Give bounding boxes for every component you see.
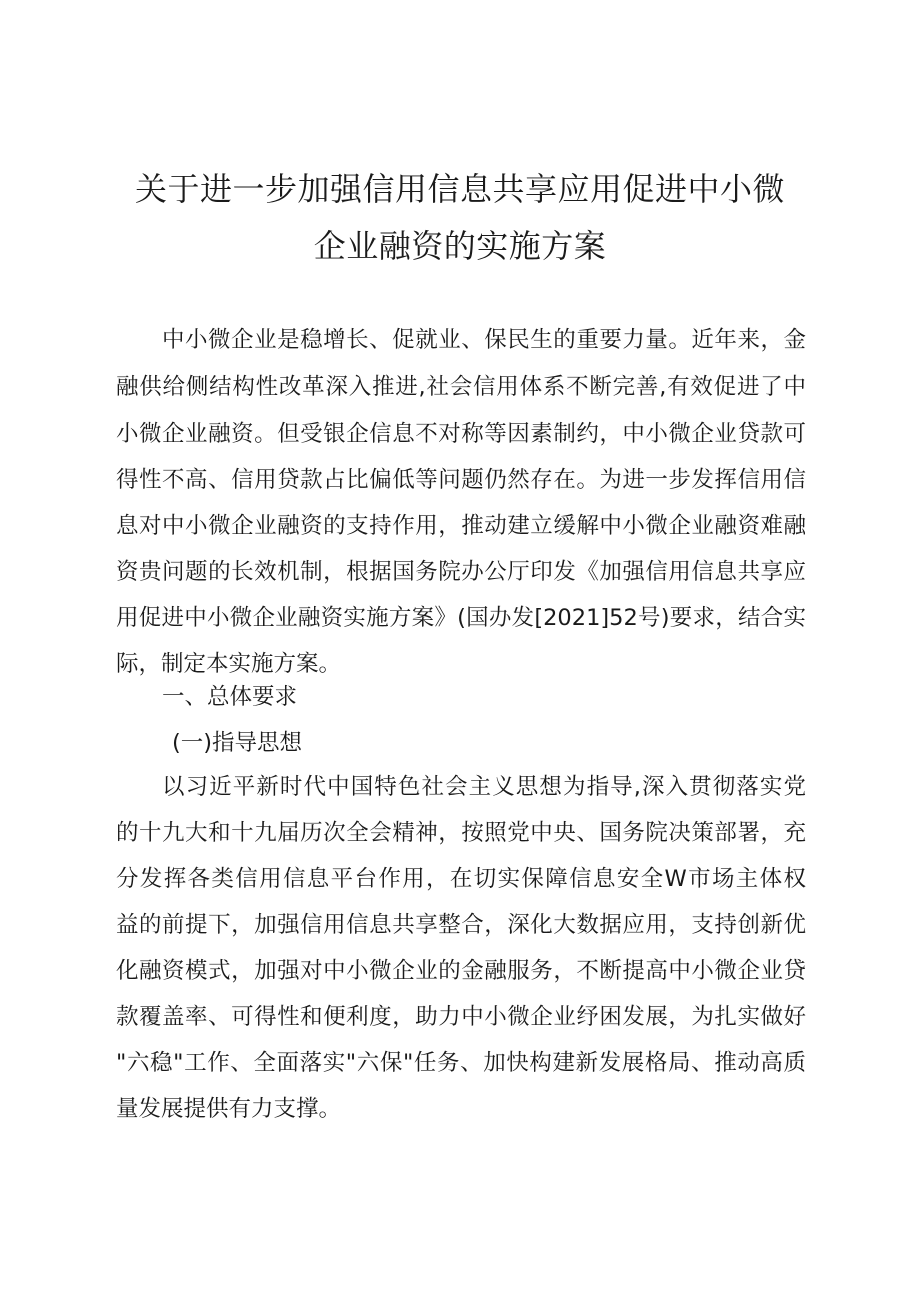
section-heading: 一、总体要求 (162, 684, 298, 710)
intro-paragraph-line: 得性不高、信用贷款占比偏低等问题仍然存在。为进一步发挥信用信 (116, 467, 806, 493)
guiding-paragraph-line: 化融资模式，加强对中小微企业的金融服务，不断提高中小微企业贷 (116, 958, 806, 984)
guiding-paragraph-line: 款覆盖率、可得性和便利度，助力中小微企业纾困发展，为扎实做好 (116, 1004, 806, 1030)
intro-paragraph-line: 融供给侧结构性改革深入推进,社会信用体系不断完善,有效促进了中 (116, 374, 806, 400)
guiding-paragraph-line: 分发挥各类信用信息平台作用，在切实保障信息安全W市场主体权 (116, 866, 806, 892)
guiding-paragraph-line: 益的前提下，加强信用信息共享整合，深化大数据应用，支持创新优 (116, 912, 806, 938)
intro-paragraph-line: 用促进中小微企业融资实施方案》(国办发[2021]52号)要求，结合实 (116, 605, 806, 631)
intro-paragraph-line: 息对中小微企业融资的支持作用，推动建立缓解中小微企业融资难融 (116, 513, 806, 539)
document-title-line-1: 关于进一步加强信用信息共享应用促进中小微 (134, 170, 785, 208)
guiding-paragraph-line: 的十九大和十九届历次全会精神，按照党中央、国务院决策部署，充 (116, 820, 806, 846)
intro-paragraph-line: 小微企业融资。但受银企信息不对称等因素制约，中小微企业贷款可 (116, 421, 806, 447)
intro-paragraph-line: 际，制定本实施方案。 (116, 651, 342, 677)
document-title-line-2: 企业融资的实施方案 (313, 227, 607, 265)
intro-paragraph-line: 中小微企业是稳增长、促就业、保民生的重要力量。近年来，金 (162, 327, 806, 353)
guiding-paragraph-line: 量发展提供有力支撑。 (116, 1096, 342, 1122)
intro-paragraph-line: 资贵问题的长效机制，根据国务院办公厅印发《加强信用信息共享应 (116, 559, 806, 585)
guiding-paragraph-line: 以习近平新时代中国特色社会主义思想为指导,深入贯彻落实党 (162, 774, 806, 800)
guiding-paragraph-line: "六稳"工作、全面落实"六保"任务、加快构建新发展格局、推动高质 (116, 1050, 806, 1076)
subsection-heading: (一)指导思想 (172, 730, 303, 756)
